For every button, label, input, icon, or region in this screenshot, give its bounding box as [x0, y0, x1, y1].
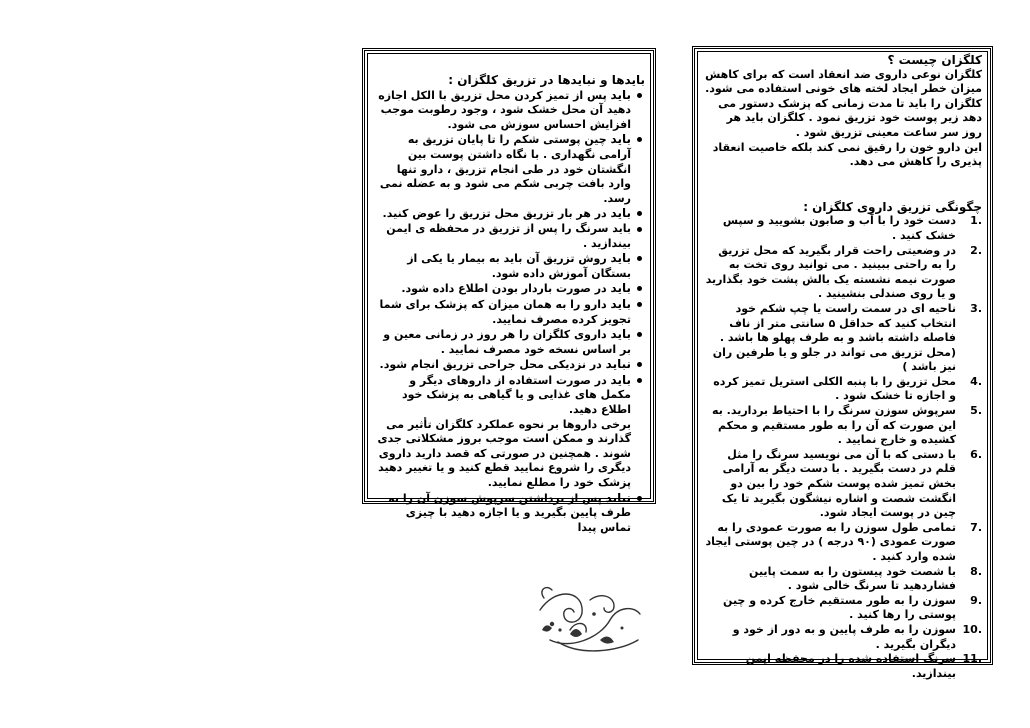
item-text: پس از برداشتن سرپوش سوزن آن را به طرف پایین بگیرید و یا اجازه دهید با چیزی تماس پیدا	[388, 491, 631, 534]
injection-step	[705, 447, 982, 521]
step-number: .9	[970, 593, 982, 607]
dos-donts-item	[377, 297, 631, 327]
dos-donts-item	[377, 88, 631, 133]
dos-donts-item	[377, 418, 631, 491]
injection-step	[705, 520, 982, 565]
step-number: .3	[970, 301, 982, 315]
step-text: با دستی که با آن می نویسید سرنگ را مثل قلم در دست بگیرید . با دست دیگر به آرامی بخش تمیز شده پوست شکم خود را بین دو انگشت شصت و اشاره نیشگون بگیرید تا یک چین در پوست ایجاد شود.	[721, 447, 956, 520]
dos-donts-item	[377, 251, 631, 281]
step-text: سرنگ استفاده شده را در محفظه ایمن بیندازید.	[745, 652, 956, 680]
injection-step	[705, 301, 982, 375]
injection-step	[705, 593, 982, 623]
keyword: باید	[610, 87, 631, 102]
item-text: در هر بار تزریق محل تزریق را عوض کنید.	[382, 207, 611, 221]
item-text: داروی کلگزان را هر روز در زمانی معین و بر اساس نسخه خود مصرف نمایید .	[383, 328, 631, 356]
section-spacer	[705, 170, 982, 200]
dos-donts-panel	[362, 48, 656, 534]
injection-step	[705, 564, 982, 594]
step-text: محل تزریق را با پنبه الکلی استریل تمیز کرده و اجازه تا خشک شود .	[713, 374, 956, 403]
dos-donts-item	[377, 281, 631, 297]
dos-donts-item	[377, 222, 631, 251]
step-number: .7	[970, 520, 982, 534]
injection-step	[705, 214, 982, 243]
dos-donts-item	[377, 373, 631, 418]
injection-step	[705, 404, 982, 448]
intro-paragraph-2: این دارو خون را رقیق نمی کند بلکه خاصیت انعقاد پذیری را کاهش می دهد.	[712, 140, 982, 169]
what-is-heading: کلگزان چیست ؟	[887, 53, 982, 67]
step-text: سرپوش سوزن سرنگ را با احتیاط بردارید. به این صورت که آن را به طور مستقیم و محکم کشیده و خارج نمایید .	[712, 404, 956, 447]
keyword: باید	[610, 132, 631, 147]
item-text: دارو را به همان میزان که پزشک برای شما تجویز کرده مصرف نمایید.	[379, 297, 631, 326]
step-text: تمامی طول سوزن را به صورت عمودی را به صورت عمودی (۹۰ درجه ) در چین پوستی ایجاد شده وارد کنید .	[705, 520, 956, 563]
how-to-heading: چگونگی تزریق داروی کلگزان :	[803, 199, 982, 214]
step-text: دست خود را با آب و صابون بشویید و سپس خشک کنید .	[722, 214, 956, 242]
floral-ornament-icon	[530, 580, 645, 658]
step-text: در وضعیتی راحت قرار بگیرید که محل تزریق را به راحتی ببینید . می توانید روی تخت به صورت نیمه نشسته یک بالش پشت خود بگذارید و یا روی صندلی بنشینید .	[705, 243, 956, 301]
step-text: سوزن را به طور مستقیم خارج کرده و چین پوستی را رها کنید .	[723, 593, 956, 622]
dos-donts-item	[377, 206, 631, 222]
injection-step	[705, 374, 982, 404]
dos-donts-item	[377, 491, 631, 536]
item-text: در صورت استفاده از داروهای دیگر و مکمل های غذایی و یا گیاهی به پزشک خود اطلاع دهید.	[402, 373, 631, 417]
item-text: در نزدیکی محل جراحی تزریق انجام شود.	[379, 358, 606, 372]
dos-donts-heading: بایدها و نبایدها در تزریق کلگزان :	[448, 73, 645, 87]
item-text: برخی داروها بر نحوه عملکرد کلگزان تأثیر می گذارند و ممکن است موجب بروز مشکلاتی جدی شوند . همچنین در صورتی که قصد دارید داروی دیگری را شروع نمایید قطع کنید و یا تغییر دهید پزشک خود را مطلع نمایید.	[377, 417, 631, 490]
item-text: پس از تمیز کردن محل تزریق با الکل اجازه دهید آن محل خشک شود ، وجود رطوبت موجب افزایش احساس سوزش می شود.	[378, 88, 631, 131]
item-text: در صورت باردار بودن اطلاع داده شود.	[401, 282, 611, 296]
step-text: سوزن را به طرف پایین و به دور از خود و دیگران بگیرید .	[732, 622, 956, 651]
injection-step	[705, 652, 982, 681]
keyword: نباید	[605, 357, 631, 372]
step-number: .2	[970, 243, 982, 257]
keyword: باید	[610, 327, 631, 342]
step-number: .4	[970, 374, 982, 388]
dos-donts-list	[377, 88, 645, 536]
dos-donts-item	[377, 327, 631, 357]
keyword: باید	[610, 296, 631, 311]
step-number: .5	[970, 404, 982, 418]
dos-donts-item	[377, 357, 631, 373]
item-text: چین پوستی شکم را تا پایان تزریق به آرامی نگهداری . با نگاه داشتن پوست بین انگشتان خود در طی انجام تزریق ، دارو تنها وارد بافت چربی شکم می شود و به عضله نمی رسد.	[379, 133, 631, 205]
keyword: باید	[610, 372, 631, 387]
dos-donts-item	[377, 132, 631, 206]
item-text: روش تزریق آن باید به بیمار یا یکی از بستگان آموزش داده شود.	[407, 252, 631, 280]
keyword: نباید	[605, 490, 631, 505]
item-text: باید سرنگ را پس از تزریق در محفظه ی ایمن بیندازید .	[386, 221, 631, 250]
injection-steps-list	[705, 214, 982, 681]
keyword: باید	[610, 206, 631, 221]
keyword: باید	[610, 251, 631, 266]
step-text: ناحیه ای در سمت راست یا چپ شکم خود انتخاب کنید که حداقل ۵ سانتی متر از ناف فاصله داشته باشد و به طرف پهلو ها باشد . (محل تزریق می تواند در جلو و یا طرفین ران نیز باشد )	[712, 301, 956, 374]
intro-paragraph: کلگزان نوعی داروی ضد انعقاد است که برای کاهش میزان خطر ایجاد لخته های خونی استفاده می شود. کلگزان را باید تا مدت زمانی که پزشک دستور می دهد زیر پوست خود تزریق نمود . کلگزان باید هر روز سر ساعت معینی تزریق شود .	[705, 67, 982, 139]
keyword: باید	[610, 281, 631, 296]
injection-step	[705, 243, 982, 302]
step-number: .6	[970, 447, 982, 461]
injection-step	[705, 622, 982, 652]
step-number: .10	[962, 622, 982, 636]
step-text: با شصت خود پیستون را به سمت پایین فشاردهید تا سرنگ خالی شود .	[749, 564, 956, 593]
step-number: .11	[962, 652, 982, 666]
step-number: .1	[970, 214, 982, 228]
injection-guide-panel	[692, 46, 993, 680]
step-number: .8	[970, 564, 982, 578]
